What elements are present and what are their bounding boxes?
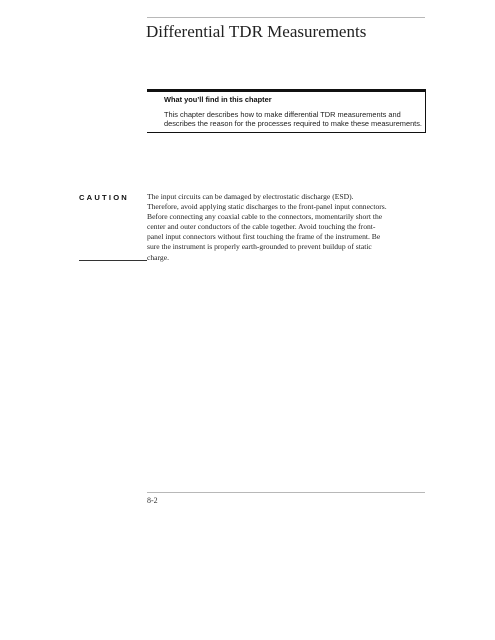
caution-text-line: Therefore, avoid applying static discharges to the front-panel input connectors.: [147, 202, 387, 212]
summary-heading: What you’ll find in this chapter: [164, 95, 272, 104]
footer-rule: [147, 492, 425, 493]
header-rule: [147, 17, 425, 18]
summary-text-line: This chapter describes how to make differential TDR measurements and: [164, 110, 401, 119]
caution-text: [147, 192, 429, 263]
caution-text-line: center and outer conductors of the cable together. Avoid touching the front-: [147, 222, 376, 232]
caution-text-line: sure the instrument is properly earth-grounded to prevent buildup of static: [147, 242, 372, 252]
page-title: Differential TDR Measurements: [146, 22, 367, 41]
page-number: 8-2: [147, 496, 158, 505]
caution-text-line: charge.: [147, 252, 169, 262]
caution-text-line: panel input connectors without first touching the frame of the instrument. Be: [147, 232, 381, 242]
chapter-summary-box: [147, 89, 426, 133]
caution-rule: [79, 260, 147, 261]
caution-text-line: Before connecting any coaxial cable to the connectors, momentarily short the: [147, 212, 383, 222]
caution-text-line: The input circuits can be damaged by electrostatic discharge (ESD).: [147, 192, 354, 201]
summary-text-line: describes the reason for the processes required to make these measurements.: [164, 119, 422, 128]
caution-label: CAUTION: [79, 193, 129, 202]
